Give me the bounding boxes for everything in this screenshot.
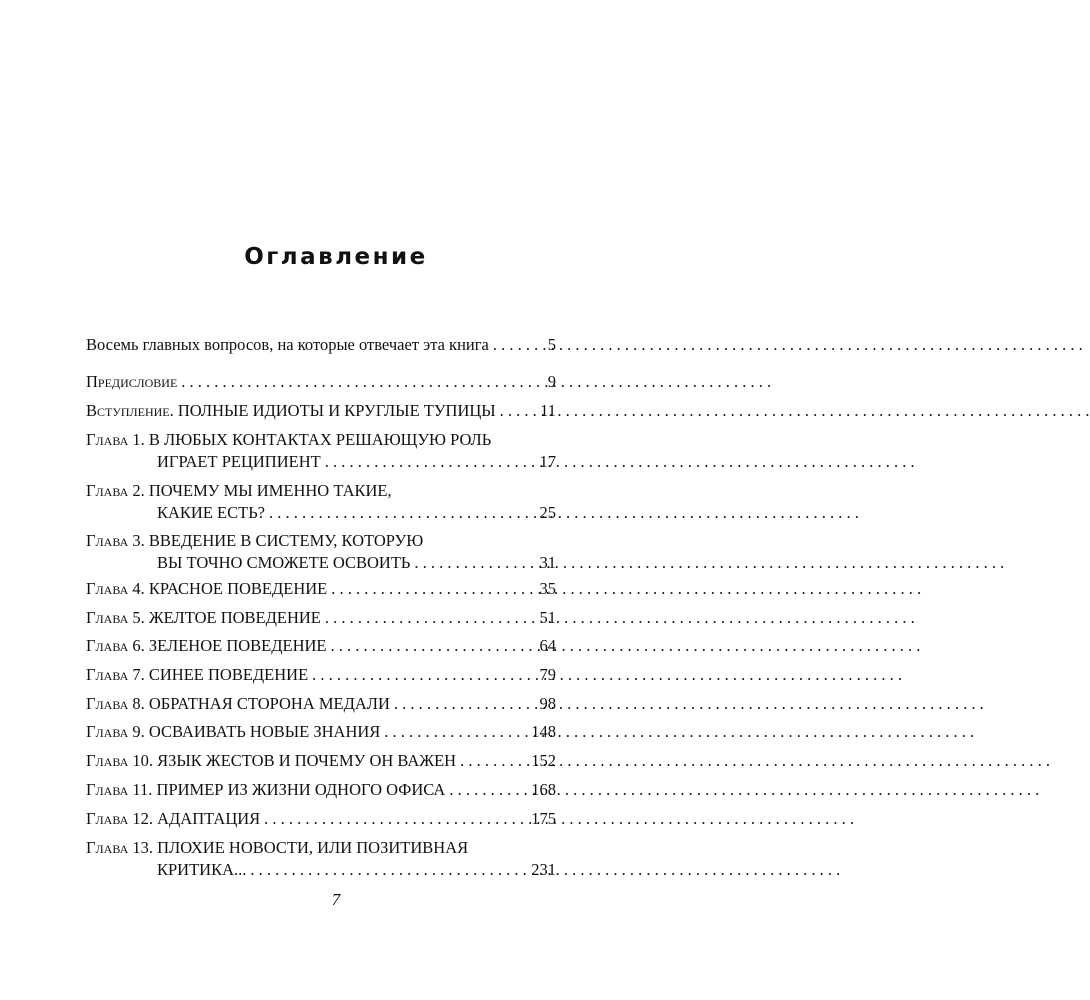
leader-dots [325, 607, 536, 629]
leader-dots [330, 635, 535, 657]
toc-entry-preface[interactable] [86, 371, 556, 393]
toc-entry-title-cont: КАКИЕ ЕСТЬ? [157, 503, 266, 522]
toc-entry-prefix: Глава 11. [86, 780, 153, 799]
toc-entry-prefix: Глава 3. [86, 531, 145, 550]
toc-entry-chapter-12[interactable] [86, 808, 556, 830]
toc-entry-prefix: Глава 10. [86, 751, 154, 770]
toc-entry-chapter-2[interactable] [86, 480, 556, 524]
toc-entry-prefix: Глава 5. [86, 608, 145, 627]
toc-entry-prefix: Глава 1. [86, 430, 145, 449]
toc-entry-chapter-9[interactable] [86, 721, 556, 743]
toc-page-number: 79 [539, 665, 556, 684]
toc-entry-prefix: Глава 7. [86, 665, 145, 684]
toc-page-number: 152 [531, 751, 556, 770]
toc-page-number: 5 [547, 335, 556, 354]
toc-entry-title: КРАСНОЕ ПОВЕДЕНИЕ [148, 579, 328, 598]
toc-entry-chapter-11[interactable] [86, 779, 556, 801]
toc-page-number: 175 [531, 809, 556, 828]
toc-entry-title: ВВЕДЕНИЕ В СИСТЕМУ, КОТОРУЮ [148, 531, 424, 550]
toc-entry-title: В ЛЮБЫХ КОНТАКТАХ РЕШАЮЩУЮ РОЛЬ [148, 430, 492, 449]
leader-dots [250, 859, 527, 881]
leader-dots [460, 750, 527, 772]
leader-dots [269, 502, 535, 524]
toc-entry-prefix: Глава 8. [86, 694, 145, 713]
toc-page-number: 17 [539, 452, 556, 471]
toc-entry-title: АДАПТАЦИЯ [157, 809, 261, 828]
toc-entry-chapter-1[interactable] [86, 429, 556, 473]
toc-entry-title-cont: КРИТИКА... [157, 860, 247, 879]
leader-dots [325, 451, 536, 473]
toc-entry-questions[interactable] [86, 334, 556, 356]
toc-entry-chapter-5[interactable] [86, 607, 556, 629]
toc-entry-title: ЖЕЛТОЕ ПОВЕДЕНИЕ [148, 608, 321, 627]
toc-entry-prefix: Глава 2. [86, 481, 145, 500]
toc-entry-title-cont: ИГРАЕТ РЕЦИПИЕНТ [157, 452, 321, 471]
toc-entry-chapter-13[interactable] [86, 837, 556, 881]
toc-entry-prefix: Вступление. [86, 401, 174, 420]
toc-page-number: 64 [539, 636, 556, 655]
leader-dots [449, 779, 527, 801]
toc-entry-title: СИНЕЕ ПОВЕДЕНИЕ [148, 665, 309, 684]
toc-entry-title: ОСВАИВАТЬ НОВЫЕ ЗНАНИЯ [148, 722, 381, 741]
leader-dots [394, 693, 536, 715]
toc-entry-title: Предисловие [86, 372, 178, 391]
toc-entry-chapter-3[interactable] [86, 530, 556, 574]
toc-entry-prefix: Глава 6. [86, 636, 145, 655]
toc-entry-chapter-7[interactable] [86, 664, 556, 686]
leader-dots [500, 400, 536, 422]
leader-dots [181, 371, 543, 393]
leader-dots [264, 808, 527, 830]
toc-page-number: 98 [539, 694, 556, 713]
toc-entry-chapter-10[interactable] [86, 750, 556, 772]
toc-entry-prefix: Глава 4. [86, 579, 145, 598]
toc-page-number: 148 [531, 722, 556, 741]
toc-entry-title: ПЛОХИЕ НОВОСТИ, ИЛИ ПОЗИТИВНАЯ [157, 838, 469, 857]
toc-entry-chapter-6[interactable] [86, 635, 556, 657]
toc-page-number: 35 [539, 579, 556, 598]
page-title: Оглавление [244, 244, 428, 270]
toc-entry-title: ПРИМЕР ИЗ ЖИЗНИ ОДНОГО ОФИСА [156, 780, 446, 799]
toc-entry-chapter-8[interactable] [86, 693, 556, 715]
toc-page-number: 9 [547, 372, 556, 391]
leader-dots [312, 664, 535, 686]
toc-page-number: 168 [531, 780, 556, 799]
toc-entry-title: ОБРАТНАЯ СТОРОНА МЕДАЛИ [148, 694, 390, 713]
toc-page-number: 25 [539, 503, 556, 522]
toc-entry-chapter-4[interactable] [86, 578, 556, 600]
toc-entry-prefix: Глава 12. [86, 809, 154, 828]
leader-dots [331, 578, 535, 600]
leader-dots [414, 552, 535, 574]
toc-page-number: 31 [539, 553, 556, 572]
toc-entry-title-cont: ВЫ ТОЧНО СМОЖЕТЕ ОСВОИТЬ [157, 553, 411, 572]
toc-page-number: 51 [539, 608, 556, 627]
leader-dots [493, 334, 544, 356]
toc-entry-title: Восемь главных вопросов, на которые отвечает эта книга [86, 335, 489, 354]
toc-entry-prefix: Глава 13. [86, 838, 154, 857]
toc-entry-title: ПОЧЕМУ МЫ ИМЕННО ТАКИЕ, [148, 481, 392, 500]
toc-entry-introduction[interactable] [86, 400, 556, 422]
toc-entry-prefix: Глава 9. [86, 722, 145, 741]
page-number-folio: 7 [331, 890, 341, 909]
toc-page-number: 11 [540, 401, 556, 420]
toc-entry-title: ЗЕЛЕНОЕ ПОВЕДЕНИЕ [148, 636, 327, 655]
leader-dots [384, 721, 527, 743]
toc-entry-title: ЯЗЫК ЖЕСТОВ И ПОЧЕМУ ОН ВАЖЕН [157, 751, 457, 770]
toc-entry-title: ПОЛНЫЕ ИДИОТЫ И КРУГЛЫЕ ТУПИЦЫ [177, 401, 496, 420]
toc-page-number: 231 [531, 860, 556, 879]
